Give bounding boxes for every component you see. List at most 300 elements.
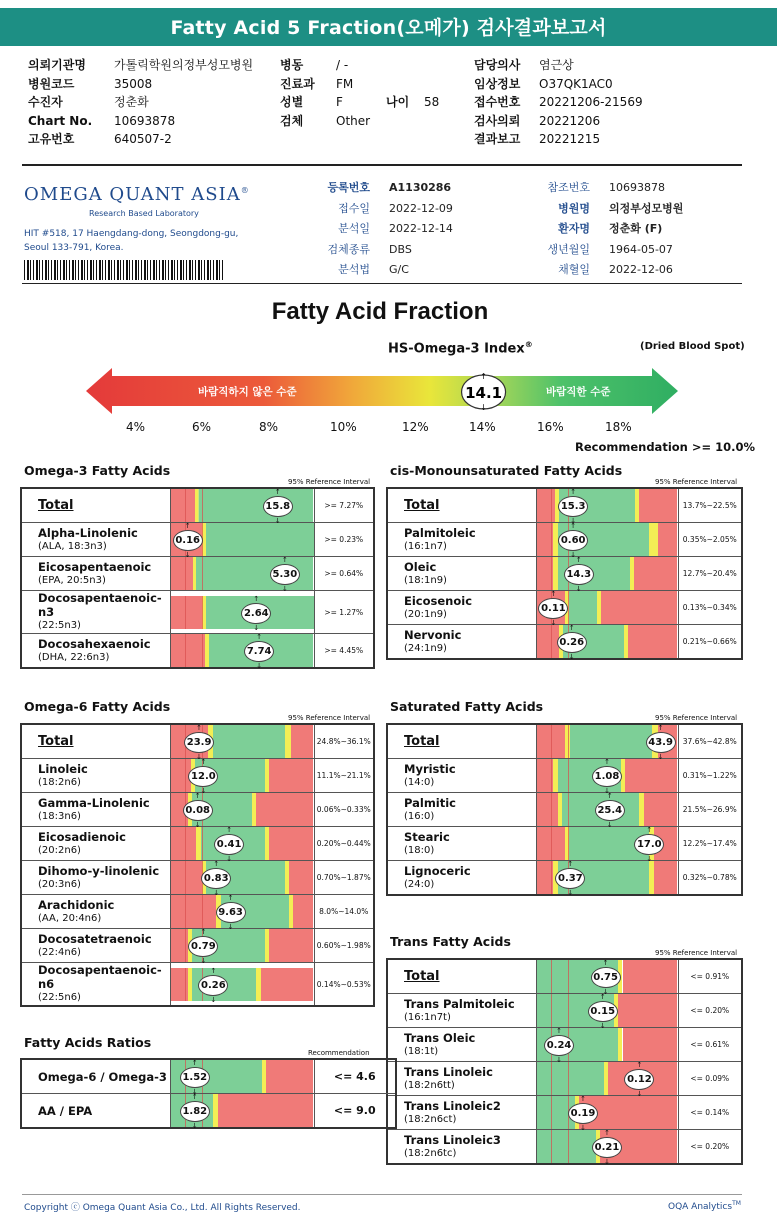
result-value: ↑ 0.16 ↓ (173, 530, 203, 551)
table-row (21, 1094, 396, 1129)
result-bar (171, 827, 314, 860)
reference-range: 13.7%~22.5% (678, 488, 742, 523)
result-value: ↑ 1.82 ↓ (180, 1101, 210, 1122)
fatty-acid-name: Eicosadienoic (38, 829, 126, 844)
table-row (387, 625, 742, 660)
row-name (21, 1059, 170, 1094)
result-bar (171, 895, 314, 928)
section-title-cismono: cis-Monounsaturated Fatty Acids (390, 463, 623, 478)
bar-tick (551, 793, 552, 826)
result-bar (537, 489, 678, 522)
fatty-acid-notation: (16:1n7t) (404, 1011, 451, 1023)
table-row (387, 1062, 742, 1096)
value: A1130286 (389, 181, 452, 194)
reference-range: 0.70%~1.87% (314, 861, 374, 895)
fatty-acid-name: AA / EPA (38, 1103, 93, 1118)
reference-range: 21.5%~26.9% (678, 793, 742, 827)
row-name (21, 759, 170, 793)
row-name (21, 929, 170, 963)
reference-range: 12.2%~17.4% (678, 827, 742, 861)
result-bar-cell (170, 1059, 314, 1094)
value: 가톨릭학원의정부성모병원 (114, 58, 254, 72)
fatty-acid-name: Eicosenoic (404, 593, 473, 608)
row-name (21, 488, 170, 523)
table-row (387, 827, 742, 861)
result-bar-cell (170, 963, 314, 1007)
fatty-acid-name: Total (404, 497, 440, 513)
tick-label: 8% (259, 420, 279, 434)
result-bar-cell (536, 759, 678, 793)
bar-tick (551, 960, 552, 993)
bar-tick (185, 827, 186, 860)
reference-range: <= 9.0 (314, 1094, 396, 1129)
result-bar-cell (536, 827, 678, 861)
lab-info-left (300, 178, 453, 281)
section-title-omega6: Omega-6 Fatty Acids (24, 699, 171, 714)
bar-zone (213, 725, 285, 758)
result-bar (171, 759, 314, 792)
result-value: ↑ 1.52 ↓ (180, 1067, 210, 1088)
result-bar (171, 557, 314, 590)
result-value: ↑ 17.0 ↓ (634, 834, 664, 855)
bar-tick (568, 1062, 569, 1095)
reference-range: <= 4.6 (314, 1059, 396, 1094)
section-title-saturated: Saturated Fatty Acids (390, 699, 544, 714)
result-bar-cell (170, 557, 314, 591)
result-bar (171, 793, 314, 826)
result-bar-cell (170, 523, 314, 557)
reference-range: 0.20%~0.44% (314, 827, 374, 861)
reference-range: 0.31%~1.22% (678, 759, 742, 793)
result-bar-cell (170, 1094, 314, 1129)
bar-tick (185, 895, 186, 928)
result-bar (537, 725, 678, 758)
result-value: ↑ 0.79 ↓ (188, 936, 218, 957)
label: 고유번호 (28, 132, 75, 146)
bar-tick (202, 634, 203, 667)
fatty-acid-notation: (22:4n6) (38, 946, 81, 958)
bar-zone (644, 793, 678, 826)
fatty-acid-name: Docosatetraenoic (38, 931, 152, 946)
value: / - (336, 58, 349, 72)
result-bar-cell (170, 793, 314, 827)
bar-zone (570, 725, 652, 758)
table-omega3 (20, 487, 375, 669)
value: FM (336, 76, 354, 91)
table-row (21, 929, 374, 963)
section-title-trans: Trans Fatty Acids (390, 934, 511, 949)
table-row (387, 759, 742, 793)
result-value: ↑ 0.11 ↓ (538, 598, 568, 619)
fatty-acid-notation: (20:2n6) (38, 844, 81, 856)
label: 병동 (280, 58, 304, 72)
result-value: ↑ 0.83 ↓ (201, 868, 231, 889)
result-bar (537, 759, 678, 792)
bar-zone (269, 827, 313, 860)
svg-text:↓: ↓ (480, 403, 487, 412)
bar-tick (551, 1130, 552, 1163)
value: DBS (389, 242, 412, 256)
bar-tick (185, 489, 186, 522)
label: 검체종류 (327, 242, 370, 256)
fatty-acid-notation: (20:1n9) (404, 608, 447, 620)
bar-zone (537, 1130, 596, 1163)
row-name (387, 1130, 536, 1165)
row-name (21, 724, 170, 759)
bar-tick (568, 994, 569, 1027)
ref-interval-label: 95% Reference Interval (655, 478, 738, 486)
fatty-acid-notation: (18:0) (404, 844, 435, 856)
table-cismono (386, 487, 743, 660)
bar-zone (537, 625, 560, 658)
result-bar-cell (536, 724, 678, 759)
label: 생년월일 (547, 242, 590, 256)
fatty-acid-name: Arachidonic (38, 897, 115, 912)
fatty-acid-notation: (16:1n7) (404, 540, 447, 552)
reference-range: <= 0.09% (678, 1062, 742, 1096)
result-bar-cell (536, 523, 678, 557)
bar-zone (537, 793, 558, 826)
fatty-acid-name: Palmitoleic (404, 525, 476, 540)
footer-divider (22, 1194, 742, 1195)
fatty-acid-name: Total (38, 733, 74, 749)
result-bar-cell (536, 1130, 678, 1165)
row-name (387, 523, 536, 557)
result-value: ↑ 0.19 ↓ (568, 1103, 598, 1124)
label: 분석법 (338, 263, 370, 276)
table-row (387, 591, 742, 625)
table-row (387, 523, 742, 557)
label: 검사의뢰 (474, 113, 521, 128)
result-bar-cell (536, 793, 678, 827)
row-name (387, 861, 536, 896)
result-value: ↑ 0.60 ↓ (558, 530, 588, 551)
bar-zone (269, 759, 313, 792)
bar-zone (199, 489, 313, 522)
fatty-acid-name: Docosahexaenoic (38, 636, 151, 651)
lab-logo (24, 184, 250, 205)
result-bar (537, 1130, 678, 1163)
fatty-acid-notation: (24:1n9) (404, 642, 447, 654)
tick-label: 14% (469, 420, 496, 434)
table-row (21, 759, 374, 793)
fatty-acid-name: Nervonic (404, 627, 462, 642)
result-value: ↑ 43.9 ↓ (646, 732, 676, 753)
recommendation: Recommendation >= 10.0% (575, 440, 756, 454)
table-row (21, 634, 374, 669)
bar-tick (551, 1062, 552, 1095)
label: 등록번호 (327, 181, 370, 194)
row-name (387, 557, 536, 591)
label: 병원명 (558, 201, 590, 215)
footer-brand (668, 1200, 741, 1212)
result-bar (171, 929, 314, 962)
fatty-acid-notation: (AA, 20:4n6) (38, 912, 102, 924)
tick-label: 12% (402, 420, 429, 434)
bar-zone (625, 759, 677, 792)
bar-zone (601, 591, 677, 624)
row-name (21, 793, 170, 827)
row-name (387, 1062, 536, 1096)
row-name (21, 963, 170, 1007)
value: 20221206 (539, 113, 601, 128)
fatty-acid-notation: (DHA, 22:6n3) (38, 651, 110, 663)
value: G/C (389, 263, 409, 276)
bar-tick (202, 596, 203, 629)
bar-zone (623, 1028, 678, 1061)
label: 의뢰기관명 (28, 58, 86, 72)
fatty-acid-notation: (18:2n6) (38, 776, 81, 788)
fraction-title: Fatty Acid Fraction (271, 298, 489, 325)
reference-range: >= 4.45% (314, 634, 374, 669)
reference-range: 0.60%~1.98% (314, 929, 374, 963)
table-row (21, 488, 374, 523)
row-name (387, 959, 536, 994)
ratio-recommendation-label: Recommendation (308, 1049, 370, 1057)
bar-tick (202, 827, 203, 860)
value: 10693878 (609, 181, 665, 194)
bar-tick (202, 557, 203, 590)
value: 2022-12-06 (609, 263, 673, 276)
label: 접수번호 (474, 95, 521, 109)
result-value: ↑ 12.0 ↓ (188, 766, 218, 787)
bar-zone (171, 596, 202, 629)
row-name (21, 634, 170, 669)
fatty-acid-name: Docosapentaenoic-n6 (38, 963, 162, 991)
label: 수진자 (28, 95, 63, 109)
table-row (21, 963, 374, 1007)
fatty-acid-name: Trans Palmitoleic (404, 996, 515, 1011)
result-value: ↑ 5.30 ↓ (270, 564, 300, 585)
table-row (21, 1059, 396, 1094)
bar-zone (206, 523, 313, 556)
bar-tick (185, 968, 186, 1001)
reference-range: 0.35%~2.05% (678, 523, 742, 557)
reference-range: <= 0.61% (678, 1028, 742, 1062)
bar-zone (261, 968, 314, 1001)
reference-range: 0.06%~0.33% (314, 793, 374, 827)
bar-zone (649, 523, 657, 556)
bar-tick (551, 489, 552, 522)
label: 임상정보 (474, 76, 521, 91)
result-value: ↑ 0.37 ↓ (555, 868, 585, 889)
fatty-acid-name: Docosapentaenoic-n3 (38, 591, 162, 619)
label: 성별 (280, 95, 304, 109)
fatty-acid-name: Trans Oleic (404, 1030, 476, 1045)
result-bar-cell (170, 895, 314, 929)
table-row (387, 1130, 742, 1165)
fatty-acid-name: Linoleic (38, 761, 88, 776)
table-row (21, 591, 374, 634)
fatty-acid-notation: (EPA, 20:5n3) (38, 574, 106, 586)
bar-zone (291, 725, 314, 758)
row-name (387, 625, 536, 660)
label: 담당의사 (474, 58, 521, 72)
label: 분석일 (338, 222, 370, 235)
result-bar-cell (170, 861, 314, 895)
tick-label: 4% (126, 420, 146, 434)
result-bar (171, 634, 314, 667)
result-bar (537, 793, 678, 826)
bar-zone (618, 994, 677, 1027)
label: 검체 (280, 113, 304, 128)
value: Other (336, 113, 371, 128)
row-name (21, 591, 170, 634)
value: F (336, 95, 343, 109)
value: 10693878 (114, 113, 176, 128)
result-value: ↑ 2.64 ↓ (241, 603, 271, 624)
report-title: Fatty Acid 5 Fraction(오메가) 검사결과보고서 (0, 8, 777, 46)
fatty-acid-name: Lignoceric (404, 863, 471, 878)
row-name (21, 1094, 170, 1129)
table-ratios (20, 1058, 397, 1129)
bar-zone (171, 827, 197, 860)
reference-range: 0.13%~0.34% (678, 591, 742, 625)
tick-label: 6% (192, 420, 212, 434)
result-bar (537, 994, 678, 1027)
ref-interval-label: 95% Reference Interval (288, 478, 371, 486)
bar-zone (171, 895, 217, 928)
row-name (387, 759, 536, 793)
divider (22, 283, 742, 284)
table-row (21, 827, 374, 861)
result-value: ↑ 0.15 ↓ (588, 1001, 618, 1022)
bar-zone (289, 861, 313, 894)
value: 1964-05-07 (609, 242, 673, 256)
fatty-acid-name: Total (404, 968, 440, 984)
bar-tick (568, 960, 569, 993)
fatty-acid-name: Myristic (404, 761, 456, 776)
reference-range: <= 0.14% (678, 1096, 742, 1130)
label: 병원코드 (28, 76, 75, 91)
result-bar-cell (536, 591, 678, 625)
value: O37QK1AC0 (539, 76, 613, 91)
reference-range: <= 0.20% (678, 994, 742, 1028)
reference-range: 8.0%~14.0% (314, 895, 374, 929)
fatty-acid-name: Trans Linoleic (404, 1064, 493, 1079)
fatty-acid-notation: (ALA, 18:3n3) (38, 540, 107, 552)
table-row (387, 994, 742, 1028)
value: 20221206-21569 (539, 95, 643, 109)
value: 2022-12-14 (389, 222, 453, 235)
row-name (387, 724, 536, 759)
result-value: ↑ 0.12 ↓ (624, 1069, 654, 1090)
bar-zone (628, 625, 677, 658)
bar-zone (269, 929, 313, 962)
result-bar (537, 591, 678, 624)
label: 채혈일 (558, 263, 590, 276)
fatty-acid-notation: (18:2n6ct) (404, 1113, 457, 1125)
fatty-acid-notation: (22:5n3) (38, 620, 81, 631)
ref-interval-label: 95% Reference Interval (655, 949, 738, 957)
result-bar-cell (170, 488, 314, 523)
reference-range: 11.1%~21.1% (314, 759, 374, 793)
bar-zone (171, 634, 205, 667)
result-bar (537, 1062, 678, 1095)
bar-tick (568, 759, 569, 792)
fatty-acid-name: Trans Linoleic2 (404, 1098, 501, 1113)
reference-range: >= 1.27% (314, 591, 374, 634)
result-bar (171, 1060, 314, 1093)
ref-interval-label: 95% Reference Interval (655, 714, 738, 722)
result-bar (537, 557, 678, 590)
fatty-acid-notation: (14:0) (404, 776, 435, 788)
table-trans (386, 958, 743, 1165)
result-bar-cell (536, 1028, 678, 1062)
value: 35008 (114, 76, 153, 91)
result-value: ↑ 0.75 ↓ (591, 967, 621, 988)
fatty-acid-notation: (18:1t) (404, 1045, 439, 1057)
bar-tick (551, 625, 552, 658)
hs-omega3-text: HS-Omega-3 Index (388, 341, 525, 357)
logo-text: OMEGA QUANT ASIA (24, 184, 241, 205)
logo-mark: ® (240, 186, 250, 195)
barcode (24, 260, 224, 280)
bar-tick (185, 634, 186, 667)
table-row (21, 557, 374, 591)
result-value: ↑ 0.26 ↓ (198, 975, 228, 996)
result-bar-cell (536, 1096, 678, 1130)
label: Chart No. (28, 113, 93, 128)
label: 참조번호 (547, 181, 590, 194)
table-row (21, 793, 374, 827)
value: 의정부성모병원 (609, 201, 684, 215)
row-name (21, 523, 170, 557)
result-bar-cell (170, 929, 314, 963)
fatty-acid-notation: (18:2n6tt) (404, 1079, 455, 1091)
bar-tick (551, 1096, 552, 1129)
result-bar-cell (536, 959, 678, 994)
hs-omega3-label (388, 340, 533, 356)
reference-range: 0.14%~0.53% (314, 963, 374, 1007)
result-bar-cell (170, 827, 314, 861)
bar-zone (171, 557, 194, 590)
fatty-acid-name: Palmitic (404, 795, 457, 810)
fatty-acid-notation: (16:0) (404, 810, 435, 822)
result-bar (537, 861, 678, 894)
result-bar (537, 960, 678, 993)
label: 접수일 (338, 201, 370, 215)
fatty-acid-name: Eicosapentaenoic (38, 559, 152, 574)
result-bar-cell (536, 557, 678, 591)
bar-tick (551, 523, 552, 556)
fatty-acid-name: Total (38, 497, 74, 513)
label: 결과보고 (474, 132, 521, 146)
index-value: 14.1 (465, 384, 503, 402)
fatty-acid-name: Total (404, 733, 440, 749)
lab-address: HIT #518, 17 Haengdang-dong, Seongdong-gu, Seoul 133-791, Korea. (24, 229, 239, 253)
result-bar-cell (170, 591, 314, 634)
row-name (21, 557, 170, 591)
divider (22, 164, 742, 166)
section-title-omega3: Omega-3 Fatty Acids (24, 463, 171, 478)
table-row (387, 793, 742, 827)
table-saturated (386, 723, 743, 896)
ref-interval-label: 95% Reference Interval (288, 714, 371, 722)
copyright: Copyright ⓒ Omega Quant Asia Co., Ltd. All Rights Reserved. (24, 1203, 301, 1213)
value: 20221215 (539, 132, 601, 146)
table-row (21, 861, 374, 895)
result-bar-cell (536, 488, 678, 523)
footer-brand-text: OQA Analytics (668, 1202, 733, 1212)
section-title-ratios: Fatty Acids Ratios (24, 1035, 152, 1050)
result-value: ↑ 0.26 ↓ (557, 632, 587, 653)
fatty-acid-name: Trans Linoleic3 (404, 1132, 501, 1147)
result-bar-cell (170, 759, 314, 793)
tick-label: 18% (605, 420, 632, 434)
row-name (387, 591, 536, 625)
result-bar (537, 523, 678, 556)
